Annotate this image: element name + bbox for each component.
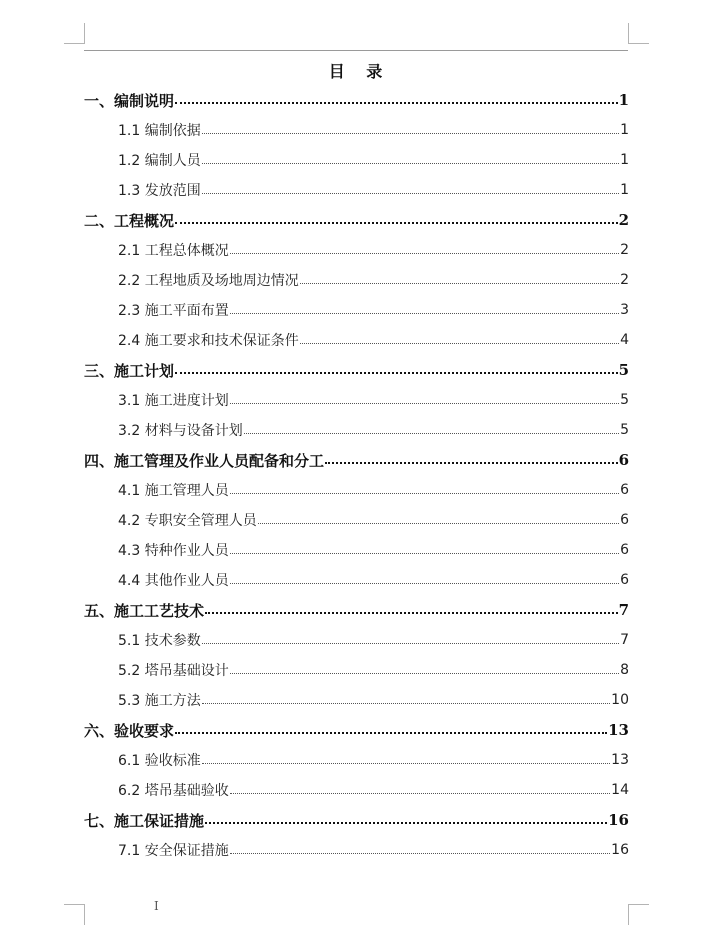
toc-entry-label: 六、验收要求: [84, 721, 175, 740]
page-corner-mark-bottom-left: [64, 904, 85, 925]
toc-page-number: 1: [620, 152, 629, 168]
toc-section-entry[interactable]: [84, 505, 629, 535]
page-corner-mark-top-left: [64, 23, 85, 44]
toc-dot-leader: [202, 703, 610, 704]
toc-page-number: 6: [620, 572, 629, 588]
toc-section-entry[interactable]: [84, 235, 629, 265]
toc-dot-leader: [230, 253, 619, 254]
toc-section-entry[interactable]: [84, 265, 629, 295]
toc-entry-label: 4.4 其他作业人员: [118, 573, 229, 589]
toc-dot-leader: [300, 283, 619, 284]
toc-section-entry[interactable]: [84, 685, 629, 715]
toc-chapter-entry[interactable]: [84, 715, 629, 745]
toc-dot-leader: [258, 523, 619, 524]
toc-dot-leader: [202, 643, 619, 644]
toc-dot-leader: [175, 102, 618, 104]
toc-entry-label: 1.1 编制依据: [118, 123, 201, 139]
toc-dot-leader: [230, 793, 610, 794]
toc-entry-label: 三、施工计划: [84, 361, 175, 380]
toc-entry-label: 5.3 施工方法: [118, 693, 201, 709]
toc-entry-label: 一、编制说明: [84, 91, 175, 110]
toc-dot-leader: [230, 673, 619, 674]
table-of-contents: [84, 85, 629, 865]
toc-dot-leader: [175, 222, 618, 224]
toc-page-number: 5: [620, 392, 629, 408]
toc-dot-leader: [205, 822, 607, 824]
toc-section-entry[interactable]: [84, 565, 629, 595]
toc-page-number: 7: [620, 632, 629, 648]
toc-chapter-entry[interactable]: [84, 445, 629, 475]
toc-dot-leader: [230, 403, 619, 404]
toc-section-entry[interactable]: [84, 655, 629, 685]
toc-dot-leader: [202, 763, 610, 764]
toc-section-entry[interactable]: [84, 835, 629, 865]
toc-chapter-entry[interactable]: [84, 595, 629, 625]
toc-dot-leader: [230, 313, 619, 314]
toc-entry-label: 七、施工保证措施: [84, 811, 205, 830]
toc-chapter-entry[interactable]: [84, 205, 629, 235]
toc-page-number: 16: [611, 842, 629, 858]
toc-entry-label: 1.2 编制人员: [118, 153, 201, 169]
toc-entry-label: 7.1 安全保证措施: [118, 843, 229, 859]
toc-dot-leader: [325, 462, 618, 464]
toc-entry-label: 2.3 施工平面布置: [118, 303, 229, 319]
toc-entry-label: 四、施工管理及作业人员配备和分工: [84, 451, 325, 470]
toc-dot-leader: [175, 372, 618, 374]
header-rule: [84, 50, 628, 51]
toc-dot-leader: [175, 732, 607, 734]
toc-chapter-entry[interactable]: [84, 805, 629, 835]
toc-page-number: 6: [618, 451, 629, 469]
toc-page-number: 13: [608, 721, 629, 739]
toc-page-number: 8: [620, 662, 629, 678]
toc-entry-label: 4.1 施工管理人员: [118, 483, 229, 499]
toc-page-number: 1: [620, 182, 629, 198]
toc-entry-label: 2.1 工程总体概况: [118, 243, 229, 259]
toc-page-number: 4: [620, 332, 629, 348]
toc-dot-leader: [202, 163, 619, 164]
toc-section-entry[interactable]: [84, 175, 629, 205]
toc-section-entry[interactable]: [84, 535, 629, 565]
toc-section-entry[interactable]: [84, 295, 629, 325]
toc-entry-label: 2.4 施工要求和技术保证条件: [118, 333, 299, 349]
toc-section-entry[interactable]: [84, 385, 629, 415]
toc-page-number: 14: [611, 782, 629, 798]
toc-dot-leader: [205, 612, 618, 614]
toc-section-entry[interactable]: [84, 325, 629, 355]
toc-dot-leader: [244, 433, 619, 434]
toc-dot-leader: [230, 553, 619, 554]
toc-entry-label: 5.1 技术参数: [118, 633, 201, 649]
toc-entry-label: 5.2 塔吊基础设计: [118, 663, 229, 679]
toc-entry-label: 二、工程概况: [84, 211, 175, 230]
toc-section-entry[interactable]: [84, 775, 629, 805]
toc-page-number: 6: [620, 482, 629, 498]
toc-entry-label: 1.3 发放范围: [118, 183, 201, 199]
toc-page-number: 2: [618, 211, 629, 229]
toc-entry-label: 6.1 验收标准: [118, 753, 201, 769]
toc-page-number: 6: [620, 512, 629, 528]
toc-page-number: 1: [620, 122, 629, 138]
toc-section-entry[interactable]: [84, 745, 629, 775]
toc-dot-leader: [300, 343, 619, 344]
toc-entry-label: 3.2 材料与设备计划: [118, 423, 243, 439]
toc-section-entry[interactable]: [84, 145, 629, 175]
toc-entry-label: 2.2 工程地质及场地周边情况: [118, 273, 299, 289]
toc-page-number: 5: [618, 361, 629, 379]
toc-page-number: 6: [620, 542, 629, 558]
toc-entry-label: 3.1 施工进度计划: [118, 393, 229, 409]
toc-page-number: 1: [618, 91, 629, 109]
toc-dot-leader: [230, 583, 619, 584]
page-corner-mark-bottom-right: [628, 904, 649, 925]
toc-dot-leader: [202, 133, 619, 134]
toc-section-entry[interactable]: [84, 415, 629, 445]
page-corner-mark-top-right: [628, 23, 649, 44]
toc-entry-label: 6.2 塔吊基础验收: [118, 783, 229, 799]
toc-entry-label: 4.2 专职安全管理人员: [118, 513, 257, 529]
toc-dot-leader: [202, 193, 619, 194]
toc-page-number: 7: [618, 601, 629, 619]
toc-section-entry[interactable]: [84, 625, 629, 655]
toc-section-entry[interactable]: [84, 115, 629, 145]
toc-page-number: 10: [611, 692, 629, 708]
toc-page-number: 13: [611, 752, 629, 768]
toc-page-number: 16: [608, 811, 629, 829]
toc-dot-leader: [230, 853, 610, 854]
toc-chapter-entry[interactable]: [84, 85, 629, 115]
toc-page-number: 2: [620, 272, 629, 288]
toc-section-entry[interactable]: [84, 475, 629, 505]
toc-page-number: 2: [620, 242, 629, 258]
toc-page-number: 5: [620, 422, 629, 438]
toc-dot-leader: [230, 493, 619, 494]
toc-entry-label: 4.3 特种作业人员: [118, 543, 229, 559]
toc-page-number: 3: [620, 302, 629, 318]
text-cursor-icon: I: [154, 899, 159, 913]
toc-chapter-entry[interactable]: [84, 355, 629, 385]
toc-entry-label: 五、施工工艺技术: [84, 601, 205, 620]
toc-title: 目 录: [328, 62, 391, 81]
